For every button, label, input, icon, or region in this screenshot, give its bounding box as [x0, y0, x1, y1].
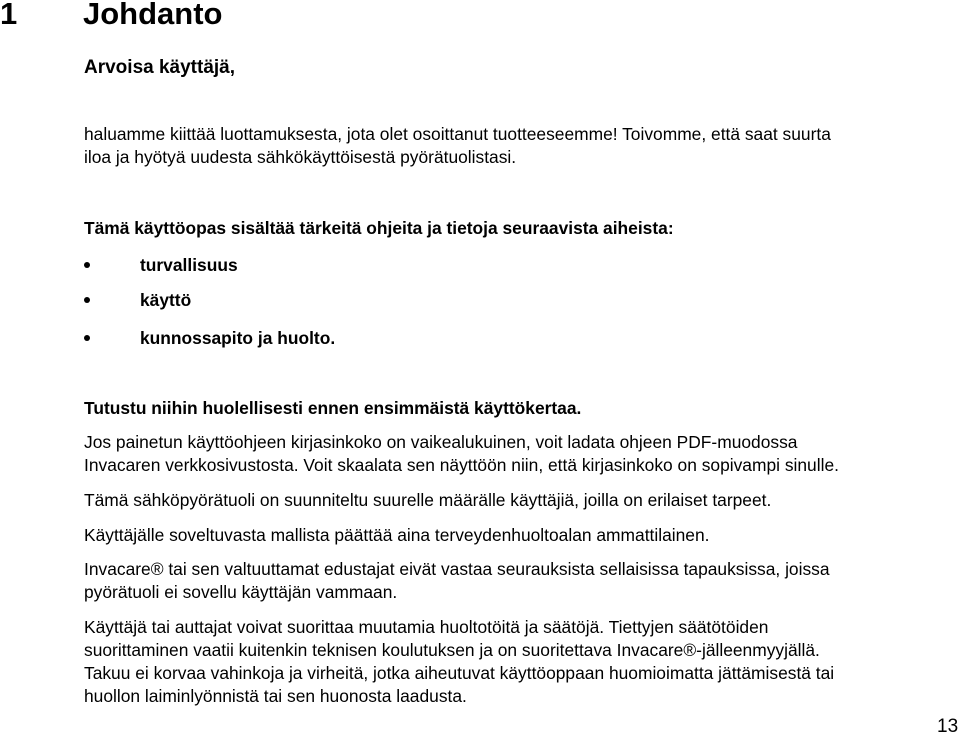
heading-number: 1: [0, 0, 18, 31]
page-number: 13: [937, 716, 959, 737]
intro-line-2: iloa ja hyötyä uudesta sähkökäyttöisestä pyörätuolistasi.: [84, 147, 517, 167]
liability-line-2: pyörätuoli ei sovellu käyttäjän vammaan.: [84, 582, 398, 602]
topic-item: turvallisuus: [140, 255, 238, 275]
maintenance-line-3: Takuu ei korvaa vahinkoja ja virheitä, jotka aiheutuvat käyttöoppaan huomioimatta jättämisestä tai: [84, 663, 835, 683]
font-note-line-2: Invacaren verkkosivustosta. Voit skaalata sen näyttöön niin, että kirjasinkoko on sopivampi sinulle.: [84, 455, 839, 475]
greeting: Arvoisa käyttäjä,: [84, 57, 236, 78]
intro-line-1: haluamme kiittää luottamuksesta, jota olet osoittanut tuotteeseemme! Toivomme, että saat suurta: [84, 124, 831, 144]
page-title: Johdanto: [83, 0, 223, 31]
maintenance-line-2: suorittaminen vaatii kuitenkin teknisen koulutuksen ja on suoritettava Invacare®-jälleenmyyjällä.: [84, 640, 820, 660]
model-choice: Käyttäjälle soveltuvasta mallista päättää aina terveydenhuoltoalan ammattilainen.: [84, 525, 710, 545]
maintenance-line-1: Käyttäjä tai auttajat voivat suorittaa muutamia huoltotöitä ja säätöjä. Tiettyjen säätötöiden: [84, 617, 769, 637]
contents-intro: Tämä käyttöopas sisältää tärkeitä ohjeita ja tietoja seuraavista aiheista:: [84, 218, 674, 238]
topic-item: käyttö: [140, 290, 192, 310]
read-carefully-note: Tutustu niihin huolellisesti ennen ensimmäistä käyttökertaa.: [84, 398, 582, 418]
bullet-icon: [84, 262, 90, 268]
font-note-line-1: Jos painetun käyttöohjeen kirjasinkoko on vaikealukuinen, voit ladata ohjeen PDF-muodossa: [84, 432, 798, 452]
intended-use: Tämä sähköpyörätuoli on suunniteltu suurelle määrälle käyttäjiä, joilla on erilaiset tarpeet.: [84, 490, 772, 510]
topic-item: kunnossapito ja huolto.: [140, 328, 336, 348]
bullet-icon: [84, 297, 90, 303]
maintenance-line-4: huollon laiminlyönnistä tai sen huonosta laadusta.: [84, 686, 467, 706]
bullet-icon: [84, 335, 90, 341]
liability-line-1: Invacare® tai sen valtuuttamat edustajat eivät vastaa seurauksista sellaisissa tapauksissa, joissa: [84, 559, 830, 579]
